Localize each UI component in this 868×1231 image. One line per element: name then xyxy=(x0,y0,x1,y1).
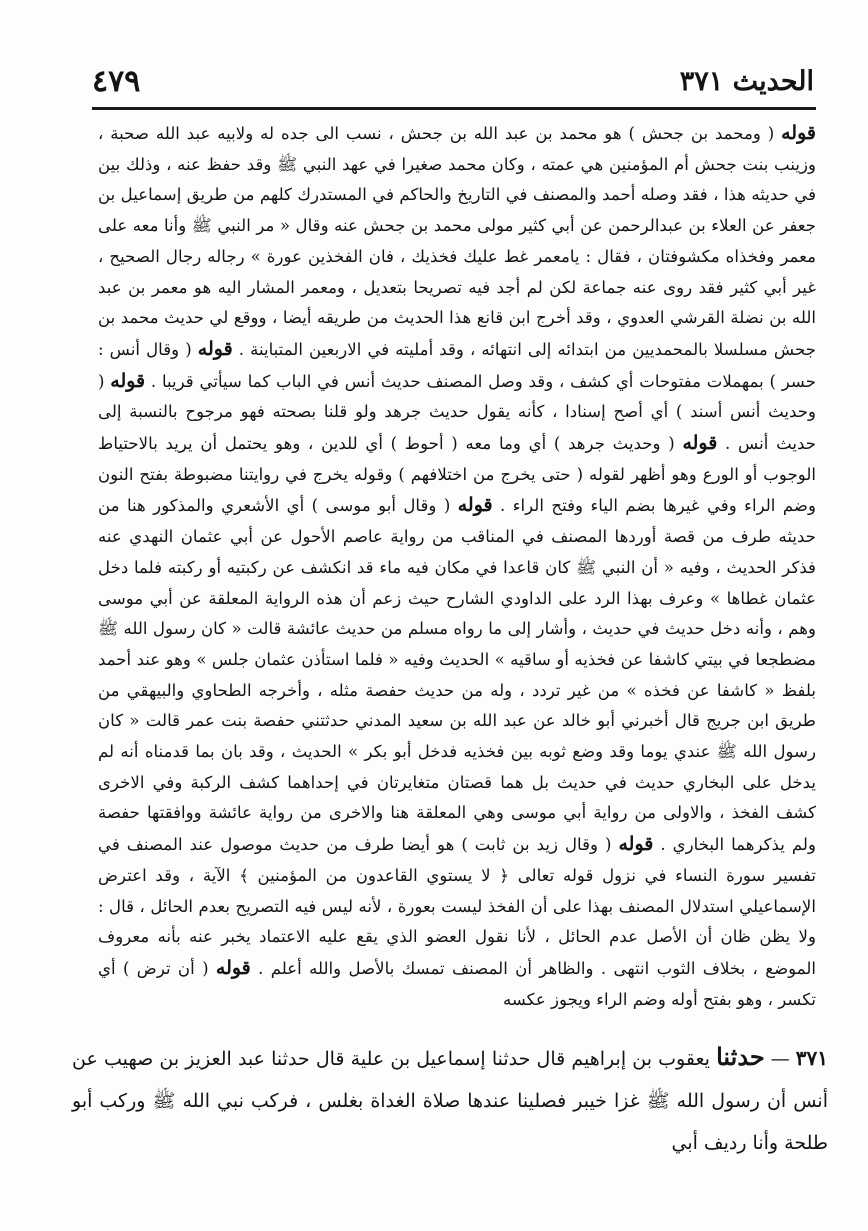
qawluhu-marker: قوله xyxy=(682,432,718,455)
qawluhu-marker: قوله xyxy=(110,369,146,392)
header-rule xyxy=(92,107,816,110)
commentary-paragraph xyxy=(98,118,816,1015)
qawluhu-marker: قوله xyxy=(457,494,493,517)
commentary-body: ( وحديث جرهد ) أي وما معه ( أحوط ) أي للدين ، وهو يحتمل أن يريد بالاحتياط الوجوب أو الورع وهو أظهر لقوله ( حتى يخرج من اختلافهم ) وقوله يخرج في روايتنا مضبوطة بفتح النون وضم الراء وفي غيرها بضم الياء وفتح الراء . xyxy=(98,434,816,516)
qawluhu-marker: قوله xyxy=(197,337,233,360)
qawluhu-marker: قوله xyxy=(618,833,654,856)
running-title: الحديث ٣٧١ xyxy=(679,66,814,97)
commentary-body: ( ومحمد بن جحش ) هو محمد بن عبد الله بن جحش ، نسب الى جده له ولابيه عبد الله صحبة ، وزينب بنت جحش أم المؤمنين هي عمته ، وكان محمد صغيرا في عهد النبي ﷺ وقد حفظ عنه ، وذلك بين في حديثه هذا ، فقد وصله أحمد والمصنف في التاريخ والحاكم في المستدرك كلهم من طريق إسماعيل بن جعفر عن العلاء بن عبدالرحمن عن أبي كثير مولى محمد بن جحش عنه وقال « مر النبي ﷺ وأنا معه على معمر وفخذاه مكشوفتان ، فقال : يامعمر غط عليك فخذيك ، فان الفخذين عورة » رجاله رجال الصحيح ، غير أبي كثير فقد روى عنه جماعة لكن لم أجد فيه تصريحا بتعديل ، ومعمر المشار اليه هو معمر بن عبد الله بن نضلة القرشي العدوي ، وقد أخرج ابن قانع هذا الحديث من طريقه أيضا ، ووقع لي حديث محمد بن جحش مسلسلا بالمحمديين من ابتدائه إلى انتهائه ، وقد أمليته في الاربعين المتباينة . xyxy=(98,124,816,359)
commentary-text xyxy=(98,118,816,1015)
hadith-number: ٣٧١ xyxy=(795,1046,828,1070)
hadith-text xyxy=(72,1036,828,1164)
page-number: ٤٧٩ xyxy=(92,64,141,99)
commentary-body: ( وقال أبو موسى ) أي الأشعري والمذكور هنا من حديثه طرف من قصة أوردها المصنف في المناقب من رواية عاصم الأحول عن أبي عثمان النهدي عنه فذكر الحديث ، وفيه « أن النبي ﷺ كان قاعدا في مكان فيه ماء قد انكشف عن ركبتيه أو ركبته فلما دخل عثمان غطاها » وعرف بهذا الرد على الداودي الشارح حيث زعم أن هذه الرواية المعلقة عن أبي موسى وهم ، وأنه دخل حديث في حديث ، وأشار إلى ما رواه مسلم من حديث عائشة قالت « كان رسول الله ﷺ مضطجعا في بيتي كاشفا عن فخذيه أو ساقيه » الحديث وفيه « فلما استأذن عثمان جلس » وهو عند أحمد بلفظ « كاشفا عن فخذه » من غير تردد ، وله من حديث حفصة مثله ، وأخرجه الطحاوي والبيهقي من طريق ابن جريج قال أخبرني أبو خالد عن عبد الله بن سعيد المدني حدثتني حفصة بنت عمر قالت « كان رسول الله ﷺ عندي يوما وقد وضع ثوبه بين فخذيه فدخل أبو بكر » الحديث ، وقد بان بما قدمناه أنه لم يدخل على البخاري حديث في حديث بل هما قصتان متغايرتان في إحداهما كشف الركبة وفي الاخرى كشف الفخذ ، والاولى من رواية أبي موسى وهي المعلقة هنا والاخرى من رواية عائشة ووافقتها حفصة ولم يذكرهما البخاري . xyxy=(98,496,816,855)
page-header xyxy=(92,62,814,106)
hadith-body: يعقوب بن إبراهيم قال حدثنا إسماعيل بن علية قال حدثنا عبد العزيز بن صهيب عن أنس أن رسول الله ﷺ غزا خيبر فصلينا عندها صلاة الغداة بغلس ، فركب نبي الله ﷺ وركب أبو طلحة وأنا رديف أبي xyxy=(72,1048,828,1154)
dash-separator: — xyxy=(770,1048,790,1070)
commentary-body: ( وقال زيد بن ثابت ) هو أيضا طرف من حديث موصول عند المصنف في تفسير سورة النساء في نزول قوله تعالى ﴿ لا يستوي القاعدون من المؤمنين ﴾ الآية ، وقد اعترض الإسماعيلي استدلال المصنف بهذا على أن الفخذ ليست بعورة ، لأنه ليس فيه التصريح بعدم الحائل ، قال : ولا يظن ظان أن الأصل عدم الحائل ، لأنا نقول العضو الذي يقع عليه الاعتماد يخبر عنه بأنه معروف الموضع ، بخلاف الثوب انتهى . والظاهر أن المصنف تمسك بالأصل والله أعلم . xyxy=(98,835,816,978)
commentary-body: ( وحديث أنس أسند ) أي أصح إسنادا ، كأنه يقول حديث جرهد ولو قلنا بصحته فهو مرجوح بالنسبة إلى حديث أنس . xyxy=(98,371,816,454)
haddathana-marker: حدثنا xyxy=(716,1042,765,1071)
qawluhu-marker: قوله xyxy=(781,122,816,144)
commentary-body: ( أن ترض ) أي تكسر ، وهو بفتح أوله وضم الراء ويجوز عكسه xyxy=(98,958,816,1009)
qawluhu-marker: قوله xyxy=(215,956,251,979)
hadith-paragraph xyxy=(72,1036,828,1164)
commentary-body: ( وقال أنس : حسر ) بمهملات مفتوحات أي كشف ، وقد وصل المصنف حديث أنس في الباب كما سيأتي قريبا . xyxy=(98,339,816,391)
